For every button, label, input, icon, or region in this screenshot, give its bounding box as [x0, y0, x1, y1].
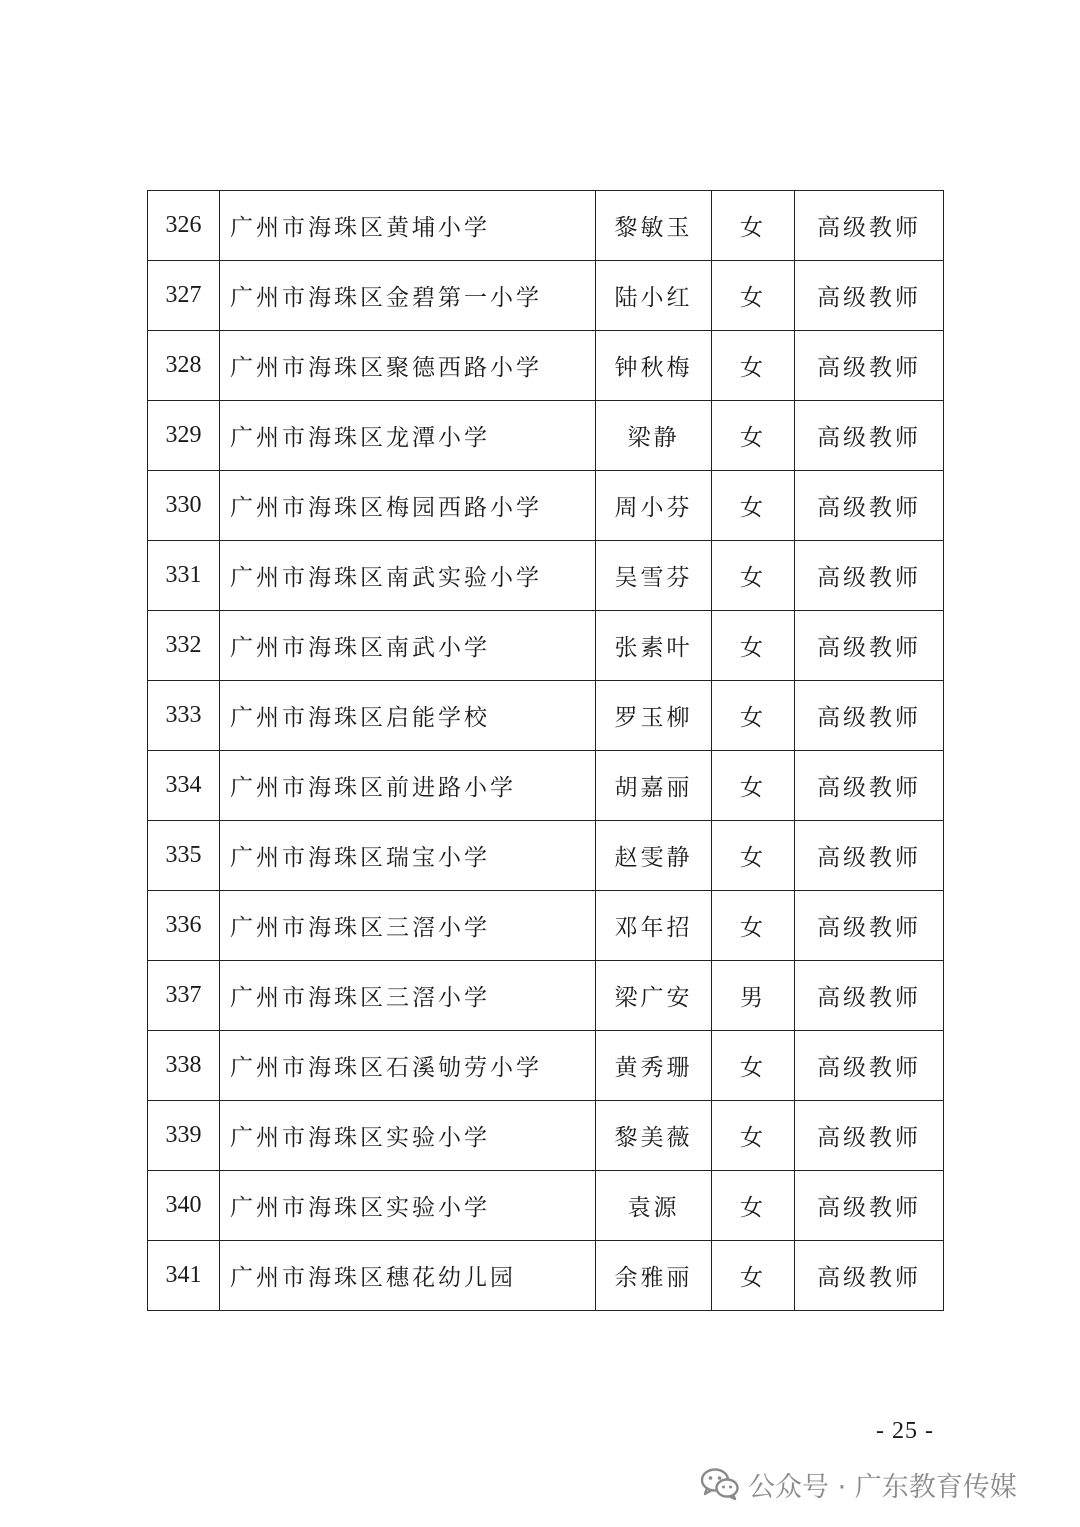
- row-number-cell: 334: [148, 751, 220, 821]
- table-row: [148, 681, 944, 751]
- table-row: [148, 1101, 944, 1171]
- wechat-icon: [700, 1467, 740, 1501]
- table-row: [148, 471, 944, 541]
- school-cell: 广州市海珠区龙潭小学: [220, 401, 596, 471]
- table-row: [148, 261, 944, 331]
- watermark: [700, 1462, 1017, 1506]
- row-number-cell: 329: [148, 401, 220, 471]
- school-cell: 广州市海珠区实验小学: [220, 1101, 596, 1171]
- school-cell: 广州市海珠区启能学校: [220, 681, 596, 751]
- gender-cell: 女: [712, 471, 795, 541]
- table-row: [148, 751, 944, 821]
- title-cell: 高级教师: [795, 1171, 944, 1241]
- row-number-cell: 332: [148, 611, 220, 681]
- gender-cell: 女: [712, 1101, 795, 1171]
- teacher-name-cell: 袁源: [596, 1171, 712, 1241]
- table-row: [148, 1031, 944, 1101]
- gender-cell: 女: [712, 891, 795, 961]
- title-cell: 高级教师: [795, 1031, 944, 1101]
- table-row: [148, 401, 944, 471]
- school-cell: 广州市海珠区石溪劬劳小学: [220, 1031, 596, 1101]
- school-cell: 广州市海珠区穗花幼儿园: [220, 1241, 596, 1311]
- gender-cell: 女: [712, 191, 795, 261]
- gender-cell: 女: [712, 1241, 795, 1311]
- teacher-name-cell: 余雅丽: [596, 1241, 712, 1311]
- table-row: [148, 331, 944, 401]
- row-number-cell: 327: [148, 261, 220, 331]
- title-cell: 高级教师: [795, 1101, 944, 1171]
- school-cell: 广州市海珠区三滘小学: [220, 961, 596, 1031]
- gender-cell: 女: [712, 821, 795, 891]
- school-cell: 广州市海珠区黄埔小学: [220, 191, 596, 261]
- row-number-cell: 339: [148, 1101, 220, 1171]
- title-cell: 高级教师: [795, 541, 944, 611]
- gender-cell: 女: [712, 1171, 795, 1241]
- teacher-name-cell: 周小芬: [596, 471, 712, 541]
- title-cell: 高级教师: [795, 891, 944, 961]
- teacher-name-cell: 陆小红: [596, 261, 712, 331]
- row-number-cell: 333: [148, 681, 220, 751]
- row-number-cell: 335: [148, 821, 220, 891]
- school-cell: 广州市海珠区瑞宝小学: [220, 821, 596, 891]
- row-number-cell: 331: [148, 541, 220, 611]
- title-cell: 高级教师: [795, 471, 944, 541]
- title-cell: 高级教师: [795, 191, 944, 261]
- table-row: [148, 821, 944, 891]
- gender-cell: 女: [712, 331, 795, 401]
- school-cell: 广州市海珠区前进路小学: [220, 751, 596, 821]
- row-number-cell: 336: [148, 891, 220, 961]
- row-number-cell: 340: [148, 1171, 220, 1241]
- title-cell: 高级教师: [795, 261, 944, 331]
- school-cell: 广州市海珠区三滘小学: [220, 891, 596, 961]
- teacher-name-cell: 梁静: [596, 401, 712, 471]
- school-cell: 广州市海珠区南武小学: [220, 611, 596, 681]
- gender-cell: 女: [712, 681, 795, 751]
- gender-cell: 女: [712, 541, 795, 611]
- teacher-roster-table: [147, 190, 944, 1311]
- roster-body: [148, 191, 944, 1311]
- teacher-name-cell: 邓年招: [596, 891, 712, 961]
- table-row: [148, 891, 944, 961]
- gender-cell: 女: [712, 1031, 795, 1101]
- table-row: [148, 1171, 944, 1241]
- teacher-name-cell: 赵雯静: [596, 821, 712, 891]
- teacher-name-cell: 梁广安: [596, 961, 712, 1031]
- table-row: [148, 611, 944, 681]
- title-cell: 高级教师: [795, 331, 944, 401]
- row-number-cell: 337: [148, 961, 220, 1031]
- school-cell: 广州市海珠区梅园西路小学: [220, 471, 596, 541]
- row-number-cell: 330: [148, 471, 220, 541]
- school-cell: 广州市海珠区聚德西路小学: [220, 331, 596, 401]
- school-cell: 广州市海珠区金碧第一小学: [220, 261, 596, 331]
- teacher-name-cell: 罗玉柳: [596, 681, 712, 751]
- title-cell: 高级教师: [795, 401, 944, 471]
- title-cell: 高级教师: [795, 821, 944, 891]
- watermark-text: 公众号 · 广东教育传媒: [748, 1471, 1017, 1503]
- page-number: - 25 -: [876, 1418, 934, 1444]
- title-cell: 高级教师: [795, 751, 944, 821]
- table-row: [148, 1241, 944, 1311]
- teacher-name-cell: 黎美薇: [596, 1101, 712, 1171]
- gender-cell: 女: [712, 751, 795, 821]
- table-row: [148, 541, 944, 611]
- teacher-name-cell: 张素叶: [596, 611, 712, 681]
- row-number-cell: 341: [148, 1241, 220, 1311]
- title-cell: 高级教师: [795, 681, 944, 751]
- teacher-name-cell: 钟秋梅: [596, 331, 712, 401]
- gender-cell: 女: [712, 611, 795, 681]
- row-number-cell: 326: [148, 191, 220, 261]
- school-cell: 广州市海珠区实验小学: [220, 1171, 596, 1241]
- table-row: [148, 191, 944, 261]
- gender-cell: 女: [712, 401, 795, 471]
- row-number-cell: 328: [148, 331, 220, 401]
- title-cell: 高级教师: [795, 611, 944, 681]
- teacher-name-cell: 胡嘉丽: [596, 751, 712, 821]
- teacher-name-cell: 黎敏玉: [596, 191, 712, 261]
- teacher-name-cell: 黄秀珊: [596, 1031, 712, 1101]
- title-cell: 高级教师: [795, 961, 944, 1031]
- gender-cell: 男: [712, 961, 795, 1031]
- table-row: [148, 961, 944, 1031]
- row-number-cell: 338: [148, 1031, 220, 1101]
- school-cell: 广州市海珠区南武实验小学: [220, 541, 596, 611]
- gender-cell: 女: [712, 261, 795, 331]
- teacher-name-cell: 吴雪芬: [596, 541, 712, 611]
- title-cell: 高级教师: [795, 1241, 944, 1311]
